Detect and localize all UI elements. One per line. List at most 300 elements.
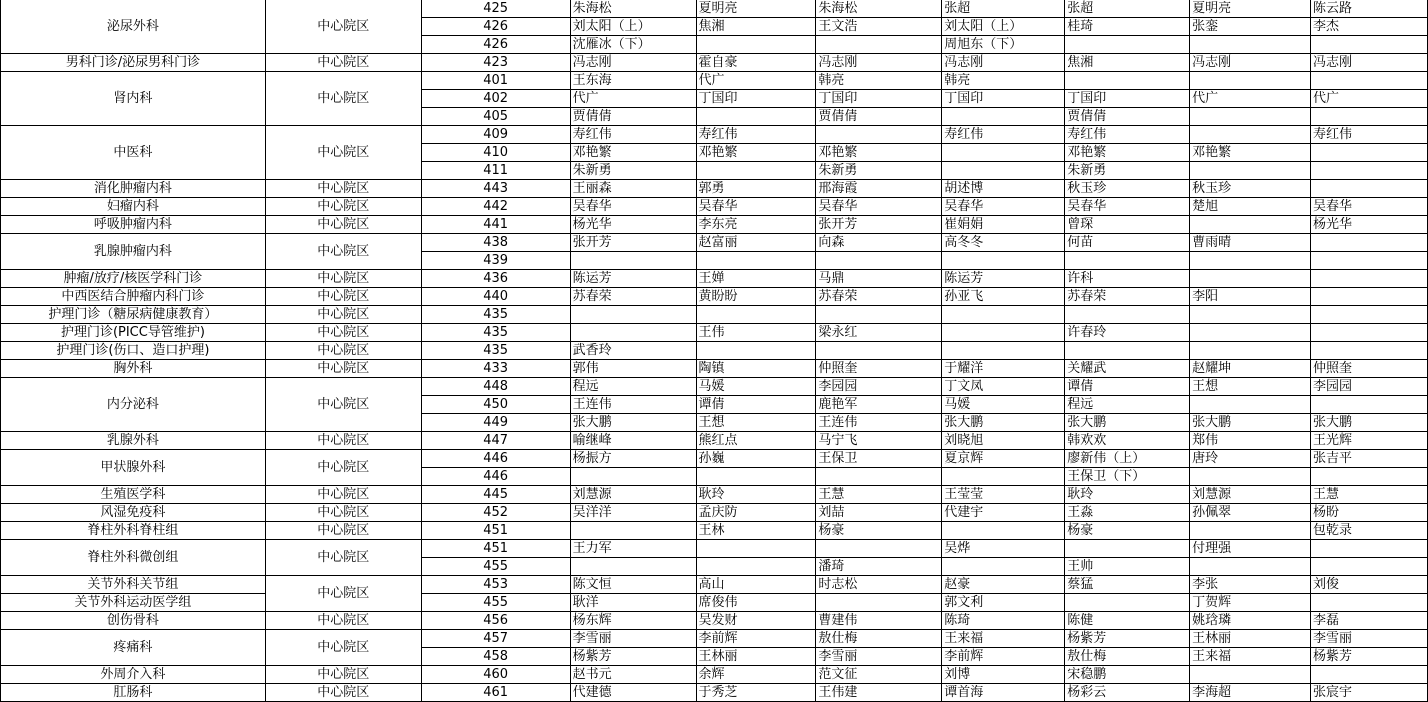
table-row bbox=[1, 306, 1428, 324]
doctor-cell: 朱新勇 bbox=[1065, 162, 1190, 180]
doctor-cell: 于秀芝 bbox=[696, 684, 816, 702]
doctor-cell bbox=[1190, 252, 1311, 270]
doctor-cell: 范文征 bbox=[816, 666, 942, 684]
doctor-cell: 贾倩倩 bbox=[570, 108, 696, 126]
doctor-cell: 张大鹏 bbox=[1311, 414, 1428, 432]
doctor-cell: 邓艳繁 bbox=[696, 144, 816, 162]
doctor-cell bbox=[1065, 594, 1190, 612]
doctor-cell bbox=[1311, 666, 1428, 684]
room-cell: 456 bbox=[421, 612, 570, 630]
doctor-cell: 苏春荣 bbox=[816, 288, 942, 306]
campus-cell: 中心院区 bbox=[265, 288, 421, 306]
doctor-cell: 张大鹏 bbox=[570, 414, 696, 432]
room-cell: 441 bbox=[421, 216, 570, 234]
doctor-cell: 张吉平 bbox=[1311, 450, 1428, 468]
doctor-cell: 冯志刚 bbox=[816, 54, 942, 72]
table-row bbox=[1, 612, 1428, 630]
doctor-cell: 王连伟 bbox=[816, 414, 942, 432]
doctor-cell: 李磊 bbox=[1311, 612, 1428, 630]
doctor-cell: 蔡猛 bbox=[1065, 576, 1190, 594]
doctor-cell: 姚琀璘 bbox=[1190, 612, 1311, 630]
room-cell: 425 bbox=[421, 0, 570, 18]
table-row bbox=[1, 72, 1428, 90]
doctor-cell bbox=[696, 108, 816, 126]
doctor-cell: 于耀洋 bbox=[942, 360, 1065, 378]
room-cell: 446 bbox=[421, 468, 570, 486]
doctor-cell bbox=[1190, 162, 1311, 180]
doctor-cell: 王慧 bbox=[816, 486, 942, 504]
doctor-cell: 刘慧源 bbox=[1190, 486, 1311, 504]
campus-cell: 中心院区 bbox=[265, 450, 421, 486]
doctor-cell bbox=[1190, 342, 1311, 360]
room-cell: 449 bbox=[421, 414, 570, 432]
room-cell: 435 bbox=[421, 342, 570, 360]
doctor-cell bbox=[942, 306, 1065, 324]
room-cell: 435 bbox=[421, 324, 570, 342]
doctor-cell: 刘慧源 bbox=[570, 486, 696, 504]
doctor-cell: 贾倩倩 bbox=[1065, 108, 1190, 126]
doctor-cell: 丁文凤 bbox=[942, 378, 1065, 396]
doctor-cell: 何苗 bbox=[1065, 234, 1190, 252]
campus-cell: 中心院区 bbox=[265, 216, 421, 234]
doctor-cell: 胡述博 bbox=[942, 180, 1065, 198]
doctor-cell: 王林丽 bbox=[696, 648, 816, 666]
doctor-cell bbox=[1190, 558, 1311, 576]
doctor-cell: 夏明亮 bbox=[1190, 0, 1311, 18]
department-cell: 肛肠科 bbox=[1, 684, 266, 702]
doctor-cell: 向森 bbox=[816, 234, 942, 252]
room-cell: 451 bbox=[421, 522, 570, 540]
doctor-cell: 郭勇 bbox=[696, 180, 816, 198]
doctor-cell bbox=[1311, 144, 1428, 162]
room-cell: 461 bbox=[421, 684, 570, 702]
doctor-cell: 韩欢欢 bbox=[1065, 432, 1190, 450]
doctor-cell bbox=[570, 468, 696, 486]
doctor-cell: 李前辉 bbox=[696, 630, 816, 648]
doctor-cell: 杨紫芳 bbox=[1311, 648, 1428, 666]
doctor-cell bbox=[1190, 126, 1311, 144]
doctor-cell bbox=[1190, 72, 1311, 90]
table-row bbox=[1, 216, 1428, 234]
department-cell: 风湿免疫科 bbox=[1, 504, 266, 522]
doctor-cell: 王丽森 bbox=[570, 180, 696, 198]
doctor-cell: 赵耀坤 bbox=[1190, 360, 1311, 378]
table-row bbox=[1, 450, 1428, 468]
doctor-cell: 李东亮 bbox=[696, 216, 816, 234]
campus-cell: 中心院区 bbox=[265, 198, 421, 216]
doctor-cell: 李雪丽 bbox=[570, 630, 696, 648]
doctor-cell: 丁国印 bbox=[942, 90, 1065, 108]
room-cell: 401 bbox=[421, 72, 570, 90]
doctor-cell: 王伟建 bbox=[816, 684, 942, 702]
department-cell: 中医科 bbox=[1, 126, 266, 180]
doctor-cell: 刘俊 bbox=[1311, 576, 1428, 594]
doctor-cell: 王力军 bbox=[570, 540, 696, 558]
doctor-cell: 丁贺辉 bbox=[1190, 594, 1311, 612]
department-cell: 护理门诊(PICC导管维护) bbox=[1, 324, 266, 342]
doctor-cell: 代广 bbox=[570, 90, 696, 108]
doctor-cell: 寿红伟 bbox=[942, 126, 1065, 144]
doctor-cell: 代广 bbox=[1190, 90, 1311, 108]
doctor-cell: 杨光华 bbox=[570, 216, 696, 234]
doctor-cell: 朱新勇 bbox=[816, 162, 942, 180]
department-cell: 创伤骨科 bbox=[1, 612, 266, 630]
room-cell: 443 bbox=[421, 180, 570, 198]
doctor-cell: 许春玲 bbox=[1065, 324, 1190, 342]
doctor-cell bbox=[1190, 324, 1311, 342]
doctor-cell: 王淼 bbox=[1065, 504, 1190, 522]
doctor-cell: 楚旭 bbox=[1190, 198, 1311, 216]
room-cell: 402 bbox=[421, 90, 570, 108]
doctor-cell bbox=[816, 594, 942, 612]
doctor-cell bbox=[696, 540, 816, 558]
doctor-cell bbox=[942, 558, 1065, 576]
department-cell: 妇瘤内科 bbox=[1, 198, 266, 216]
doctor-cell: 王帅 bbox=[1065, 558, 1190, 576]
doctor-cell: 高山 bbox=[696, 576, 816, 594]
doctor-cell: 仲照奎 bbox=[1311, 360, 1428, 378]
doctor-cell: 潘琦 bbox=[816, 558, 942, 576]
department-cell: 乳腺外科 bbox=[1, 432, 266, 450]
table-row bbox=[1, 234, 1428, 252]
table-row bbox=[1, 486, 1428, 504]
doctor-cell bbox=[1311, 396, 1428, 414]
doctor-cell: 沈雁冰（下） bbox=[570, 36, 696, 54]
doctor-cell bbox=[1311, 288, 1428, 306]
table-row bbox=[1, 576, 1428, 594]
doctor-cell bbox=[1311, 108, 1428, 126]
doctor-cell: 赵豪 bbox=[942, 576, 1065, 594]
department-cell: 护理门诊（糖尿病健康教育） bbox=[1, 306, 266, 324]
doctor-cell bbox=[696, 342, 816, 360]
room-cell: 455 bbox=[421, 594, 570, 612]
room-cell: 426 bbox=[421, 18, 570, 36]
doctor-cell: 李张 bbox=[1190, 576, 1311, 594]
department-cell: 关节外科关节组 bbox=[1, 576, 266, 594]
doctor-cell bbox=[570, 306, 696, 324]
doctor-cell bbox=[570, 522, 696, 540]
doctor-cell: 杨盼 bbox=[1311, 504, 1428, 522]
department-cell: 胸外科 bbox=[1, 360, 266, 378]
doctor-cell: 陈运芳 bbox=[942, 270, 1065, 288]
doctor-cell bbox=[1065, 252, 1190, 270]
doctor-cell bbox=[942, 252, 1065, 270]
doctor-cell bbox=[816, 36, 942, 54]
doctor-cell: 余辉 bbox=[696, 666, 816, 684]
doctor-cell: 曹建伟 bbox=[816, 612, 942, 630]
doctor-cell: 曹雨晴 bbox=[1190, 234, 1311, 252]
table-row bbox=[1, 360, 1428, 378]
doctor-cell bbox=[1311, 36, 1428, 54]
doctor-cell: 谭首海 bbox=[942, 684, 1065, 702]
doctor-cell: 杨光华 bbox=[1311, 216, 1428, 234]
room-cell: 435 bbox=[421, 306, 570, 324]
doctor-cell: 张大鹏 bbox=[1190, 414, 1311, 432]
doctor-cell: 李杰 bbox=[1311, 18, 1428, 36]
doctor-cell: 刘博 bbox=[942, 666, 1065, 684]
doctor-cell: 王婵 bbox=[696, 270, 816, 288]
doctor-cell bbox=[1190, 306, 1311, 324]
doctor-cell bbox=[1311, 594, 1428, 612]
doctor-cell: 杨东辉 bbox=[570, 612, 696, 630]
doctor-cell: 王保卫（下） bbox=[1065, 468, 1190, 486]
doctor-cell: 杨紫芳 bbox=[1065, 630, 1190, 648]
doctor-cell bbox=[816, 540, 942, 558]
doctor-cell bbox=[1065, 36, 1190, 54]
doctor-cell bbox=[1065, 306, 1190, 324]
doctor-cell bbox=[696, 468, 816, 486]
campus-cell: 中心院区 bbox=[265, 612, 421, 630]
room-cell: 455 bbox=[421, 558, 570, 576]
table-row bbox=[1, 54, 1428, 72]
doctor-cell: 熊红点 bbox=[696, 432, 816, 450]
doctor-cell: 付理强 bbox=[1190, 540, 1311, 558]
doctor-cell bbox=[570, 558, 696, 576]
doctor-cell bbox=[1311, 162, 1428, 180]
doctor-cell: 郑伟 bbox=[1190, 432, 1311, 450]
doctor-cell: 敖仕梅 bbox=[1065, 648, 1190, 666]
room-cell: 438 bbox=[421, 234, 570, 252]
room-cell: 452 bbox=[421, 504, 570, 522]
table-row bbox=[1, 630, 1428, 648]
doctor-cell bbox=[1311, 468, 1428, 486]
doctor-cell bbox=[1190, 468, 1311, 486]
doctor-cell: 郭伟 bbox=[570, 360, 696, 378]
doctor-cell bbox=[816, 126, 942, 144]
department-cell: 关节外科运动医学组 bbox=[1, 594, 266, 612]
department-cell: 脊柱外科微创组 bbox=[1, 540, 266, 576]
doctor-cell: 廖新伟（上） bbox=[1065, 450, 1190, 468]
room-cell: 453 bbox=[421, 576, 570, 594]
doctor-cell: 黄盼盼 bbox=[696, 288, 816, 306]
doctor-cell: 吴春华 bbox=[1311, 198, 1428, 216]
room-cell: 411 bbox=[421, 162, 570, 180]
department-cell: 生殖医学科 bbox=[1, 486, 266, 504]
doctor-cell: 陈健 bbox=[1065, 612, 1190, 630]
doctor-cell: 寿红伟 bbox=[1311, 126, 1428, 144]
doctor-cell: 张銮 bbox=[1190, 18, 1311, 36]
doctor-cell: 韩亮 bbox=[816, 72, 942, 90]
doctor-cell: 朱海松 bbox=[570, 0, 696, 18]
doctor-cell: 朱海松 bbox=[816, 0, 942, 18]
doctor-cell: 王慧 bbox=[1311, 486, 1428, 504]
doctor-cell: 王莹莹 bbox=[942, 486, 1065, 504]
campus-cell: 中心院区 bbox=[265, 684, 421, 702]
doctor-cell: 韩亮 bbox=[942, 72, 1065, 90]
department-cell: 泌尿外科 bbox=[1, 0, 266, 54]
campus-cell: 中心院区 bbox=[265, 486, 421, 504]
table-row bbox=[1, 522, 1428, 540]
table-row bbox=[1, 270, 1428, 288]
doctor-cell: 夏京辉 bbox=[942, 450, 1065, 468]
doctor-cell: 李海超 bbox=[1190, 684, 1311, 702]
department-cell: 疼痛科 bbox=[1, 630, 266, 666]
doctor-cell: 梁永红 bbox=[816, 324, 942, 342]
table-row bbox=[1, 684, 1428, 702]
table-row bbox=[1, 594, 1428, 612]
doctor-cell bbox=[1190, 36, 1311, 54]
room-cell: 460 bbox=[421, 666, 570, 684]
doctor-cell: 谭倩 bbox=[696, 396, 816, 414]
doctor-cell: 程远 bbox=[1065, 396, 1190, 414]
campus-cell: 中心院区 bbox=[265, 72, 421, 126]
doctor-cell: 刘晓旭 bbox=[942, 432, 1065, 450]
doctor-cell: 焦湘 bbox=[1065, 54, 1190, 72]
department-cell: 乳腺肿瘤内科 bbox=[1, 234, 266, 270]
doctor-cell: 郭文利 bbox=[942, 594, 1065, 612]
table-row bbox=[1, 180, 1428, 198]
campus-cell: 中心院区 bbox=[265, 126, 421, 180]
doctor-cell: 邓艳繁 bbox=[570, 144, 696, 162]
doctor-cell bbox=[1190, 108, 1311, 126]
doctor-cell: 李阳 bbox=[1190, 288, 1311, 306]
doctor-cell: 王想 bbox=[1190, 378, 1311, 396]
doctor-cell: 杨振方 bbox=[570, 450, 696, 468]
doctor-cell: 代广 bbox=[1311, 90, 1428, 108]
doctor-cell: 时志松 bbox=[816, 576, 942, 594]
campus-cell: 中心院区 bbox=[265, 378, 421, 432]
doctor-cell: 陈琦 bbox=[942, 612, 1065, 630]
room-cell: 446 bbox=[421, 450, 570, 468]
table-row bbox=[1, 126, 1428, 144]
campus-cell: 中心院区 bbox=[265, 504, 421, 522]
campus-cell: 中心院区 bbox=[265, 666, 421, 684]
doctor-cell: 张宸宇 bbox=[1311, 684, 1428, 702]
doctor-cell bbox=[570, 252, 696, 270]
campus-cell: 中心院区 bbox=[265, 630, 421, 666]
room-cell: 410 bbox=[421, 144, 570, 162]
campus-cell: 中心院区 bbox=[265, 0, 421, 54]
doctor-cell bbox=[1190, 666, 1311, 684]
campus-cell: 中心院区 bbox=[265, 54, 421, 72]
room-cell: 457 bbox=[421, 630, 570, 648]
doctor-cell: 刘太阳（上） bbox=[942, 18, 1065, 36]
doctor-cell: 李雪丽 bbox=[1311, 630, 1428, 648]
doctor-cell bbox=[696, 36, 816, 54]
campus-cell: 中心院区 bbox=[265, 270, 421, 288]
doctor-cell: 王来福 bbox=[1190, 648, 1311, 666]
doctor-cell: 吴烨 bbox=[942, 540, 1065, 558]
department-cell: 中西医结合肿瘤内科门诊 bbox=[1, 288, 266, 306]
doctor-cell: 崔娟娟 bbox=[942, 216, 1065, 234]
doctor-cell: 朱新勇 bbox=[570, 162, 696, 180]
doctor-cell: 王东海 bbox=[570, 72, 696, 90]
doctor-cell bbox=[1311, 558, 1428, 576]
doctor-cell: 王来福 bbox=[942, 630, 1065, 648]
doctor-cell: 杨豪 bbox=[1065, 522, 1190, 540]
doctor-cell bbox=[570, 324, 696, 342]
doctor-cell: 李前辉 bbox=[942, 648, 1065, 666]
doctor-cell: 丁国印 bbox=[696, 90, 816, 108]
department-cell: 肾内科 bbox=[1, 72, 266, 126]
doctor-cell: 杨紫芳 bbox=[570, 648, 696, 666]
doctor-cell: 寿红伟 bbox=[570, 126, 696, 144]
doctor-cell: 秋玉珍 bbox=[1065, 180, 1190, 198]
doctor-cell: 马宁飞 bbox=[816, 432, 942, 450]
department-cell: 甲状腺外科 bbox=[1, 450, 266, 486]
doctor-cell: 孙巍 bbox=[696, 450, 816, 468]
campus-cell: 中心院区 bbox=[265, 576, 421, 612]
doctor-cell: 王林 bbox=[696, 522, 816, 540]
doctor-cell bbox=[816, 342, 942, 360]
doctor-cell: 王伟 bbox=[696, 324, 816, 342]
department-cell: 护理门诊(伤口、造口护理) bbox=[1, 342, 266, 360]
doctor-cell: 吴春华 bbox=[696, 198, 816, 216]
doctor-cell: 李雪丽 bbox=[816, 648, 942, 666]
doctor-cell: 代建德 bbox=[570, 684, 696, 702]
doctor-cell: 吴春华 bbox=[816, 198, 942, 216]
doctor-cell: 寿红伟 bbox=[696, 126, 816, 144]
doctor-cell: 吴春华 bbox=[1065, 198, 1190, 216]
doctor-cell bbox=[816, 252, 942, 270]
doctor-cell bbox=[696, 162, 816, 180]
department-cell: 呼吸肿瘤内科 bbox=[1, 216, 266, 234]
doctor-cell: 马媛 bbox=[696, 378, 816, 396]
doctor-cell: 邓艳繁 bbox=[816, 144, 942, 162]
room-cell: 409 bbox=[421, 126, 570, 144]
doctor-cell: 贾倩倩 bbox=[816, 108, 942, 126]
doctor-cell: 吴发财 bbox=[696, 612, 816, 630]
doctor-cell: 刘喆 bbox=[816, 504, 942, 522]
table-row bbox=[1, 198, 1428, 216]
doctor-cell: 吴洋洋 bbox=[570, 504, 696, 522]
table-row bbox=[1, 540, 1428, 558]
doctor-cell bbox=[942, 468, 1065, 486]
doctor-cell: 耿玲 bbox=[696, 486, 816, 504]
doctor-cell: 宋稳鹏 bbox=[1065, 666, 1190, 684]
doctor-cell: 吴春华 bbox=[570, 198, 696, 216]
doctor-cell: 周旭东（下） bbox=[942, 36, 1065, 54]
doctor-cell: 桂琦 bbox=[1065, 18, 1190, 36]
doctor-cell: 张超 bbox=[942, 0, 1065, 18]
doctor-cell bbox=[942, 144, 1065, 162]
doctor-cell bbox=[942, 342, 1065, 360]
doctor-cell: 孙佩翠 bbox=[1190, 504, 1311, 522]
campus-cell: 中心院区 bbox=[265, 342, 421, 360]
doctor-cell bbox=[1065, 72, 1190, 90]
doctor-cell: 敖仕梅 bbox=[816, 630, 942, 648]
doctor-cell: 邢海霞 bbox=[816, 180, 942, 198]
doctor-cell: 赵富丽 bbox=[696, 234, 816, 252]
doctor-cell: 赵书元 bbox=[570, 666, 696, 684]
department-cell: 脊柱外科脊柱组 bbox=[1, 522, 266, 540]
table-row bbox=[1, 378, 1428, 396]
doctor-cell: 夏明亮 bbox=[696, 0, 816, 18]
doctor-cell: 丁国印 bbox=[1065, 90, 1190, 108]
doctor-cell bbox=[1311, 540, 1428, 558]
doctor-cell bbox=[1311, 234, 1428, 252]
doctor-cell: 李园园 bbox=[816, 378, 942, 396]
doctor-cell: 王文浩 bbox=[816, 18, 942, 36]
doctor-cell: 张开芳 bbox=[570, 234, 696, 252]
doctor-cell: 喻继峰 bbox=[570, 432, 696, 450]
doctor-cell bbox=[1311, 306, 1428, 324]
doctor-cell: 王想 bbox=[696, 414, 816, 432]
doctor-cell: 代建宇 bbox=[942, 504, 1065, 522]
doctor-cell: 马鼎 bbox=[816, 270, 942, 288]
department-cell: 外周介入科 bbox=[1, 666, 266, 684]
doctor-cell bbox=[816, 468, 942, 486]
doctor-cell: 张超 bbox=[1065, 0, 1190, 18]
doctor-cell bbox=[942, 324, 1065, 342]
doctor-cell: 丁国印 bbox=[816, 90, 942, 108]
doctor-cell: 仲照奎 bbox=[816, 360, 942, 378]
doctor-cell: 吴春华 bbox=[942, 198, 1065, 216]
doctor-cell: 王光辉 bbox=[1311, 432, 1428, 450]
doctor-cell bbox=[1190, 522, 1311, 540]
room-cell: 433 bbox=[421, 360, 570, 378]
doctor-cell: 马媛 bbox=[942, 396, 1065, 414]
